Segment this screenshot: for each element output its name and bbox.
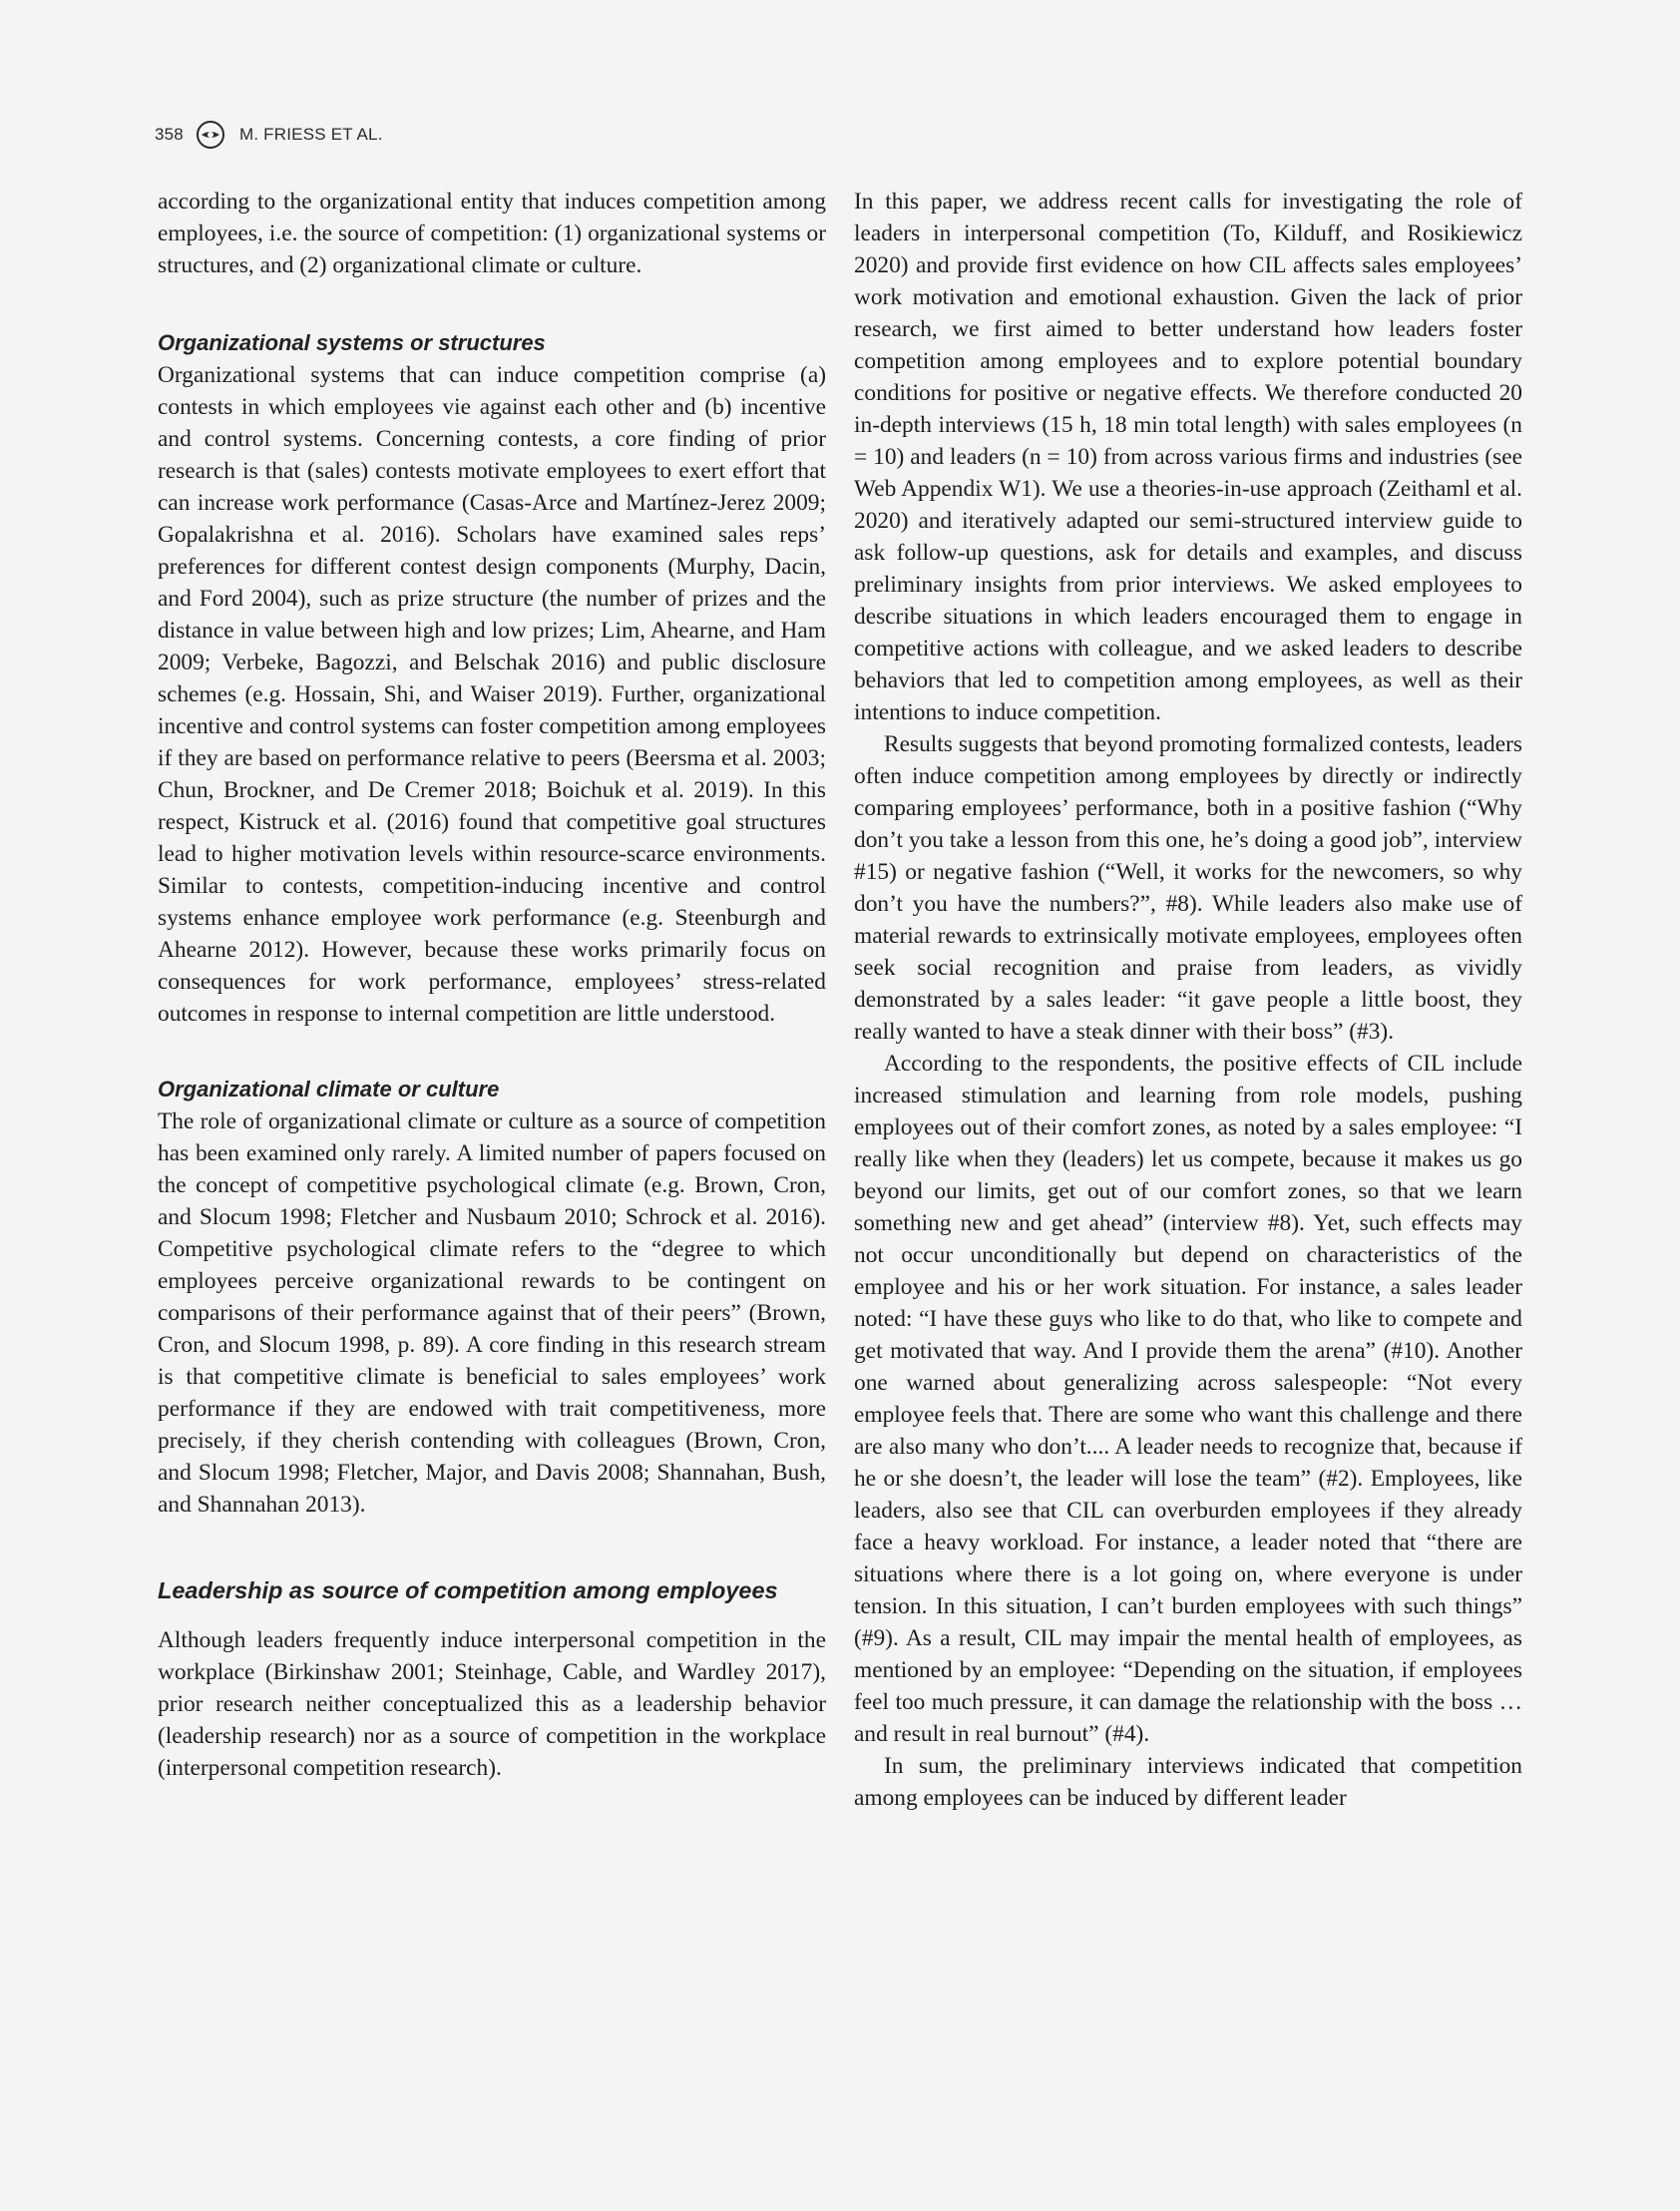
running-authors: M. FRIESS ET AL. bbox=[238, 125, 383, 144]
paragraph-leadership: Although leaders frequently induce interpersonal competition in the workplace (Birkinshaw 2001; Steinhage, Cable, and Wardley 2017), prior research neither conceptualized this as a leadership behavior (leadership research) nor as a source of competition in the workplace (interpersonal competition research). bbox=[158, 1627, 826, 1781]
publisher-logo-icon bbox=[196, 120, 225, 150]
paragraph-results: Results suggests that beyond promoting formalized contests, leaders often induce competition among employees by directly or indirectly comparing employees’ performance, both in a positive fashion (“Why don’t you take a lesson from this one, he’s doing a good job”, interview #15) or negative fashion (“Well, it works for the newcomers, so why don’t you have the numbers?”, #8). While leaders also make use of material rewards to extrinsically motivate employees, employees often seek social recognition and praise from leaders, as vividly demonstrated by a sales leader: “it gave people a little boost, they really wanted to have a steak dinner with their boss” (#3). bbox=[854, 731, 1522, 1045]
running-header bbox=[155, 118, 383, 152]
page-number: 358 bbox=[155, 125, 184, 144]
intro-paragraph: according to the organizational entity that induces competition among employees, i.e. the source of competition: (1) organizational systems or structures, and (2) organizational climate or culture. bbox=[158, 189, 826, 278]
paragraph-systems: Organizational systems that can induce competition comprise (a) contests in which employees vie against each other and (b) incentive and control systems. Concerning contests, a core finding of prior research is that (sales) contests motivate employees to exert effort that can increase work performance (Casas-Arce and Martínez-Jerez 2009; Gopalakrishna et al. 2016). Scholars have examined sales reps’ preferences for different contest design components (Murphy, Dacin, and Ford 2004), such as prize structure (the number of prizes and the distance in value between high and low prizes; Lim, Ahearne, and Ham 2009; Verbeke, Bagozzi, and Belschak 2016) and public disclosure schemes (e.g. Hossain, Shi, and Waiser 2019). Further, organizational incentive and control systems can foster competition among employees if they are based on performance relative to peers (Beersma et al. 2003; Chun, Brockner, and De Cremer 2018; Boichuk et al. 2019). In this respect, Kistruck et al. (2016) found that competitive goal structures lead to higher motivation levels within resource-scarce environments. Similar to contests, competition-inducing incentive and control systems enhance employee work performance (e.g. Steenburgh and Ahearne 2012). However, because these works primarily focus on consequences for work performance, employees’ stress-related outcomes in response to internal competition are little understood. bbox=[158, 362, 826, 1027]
paragraph-climate: The role of organizational climate or culture as a source of competition has been examined only rarely. A limited number of papers focused on the concept of competitive psychological climate (e.g. Brown, Cron, and Slocum 1998; Fletcher and Nusbaum 2010; Schrock et al. 2016). Competitive psychological climate refers to the “degree to which employees perceive organizational rewards to be contingent on comparisons of their performance against that of their peers” (Brown, Cron, and Slocum 1998, p. 89). A core finding in this research stream is that competitive climate is beneficial to sales employees’ work performance if they are endowed with trait competitiveness, more precisely, if they cherish contending with colleagues (Brown, Cron, and Slocum 1998; Fletcher, Major, and Davis 2008; Shannahan, Bush, and Shannahan 2013). bbox=[158, 1108, 826, 1518]
subsection-heading-systems: Organizational systems or structures bbox=[158, 330, 546, 355]
paragraph-effects: According to the respondents, the positive effects of CIL include increased stimulation and learning from role models, pushing employees out of their comfort zones, as noted by a sales employee: “I really like when they (leaders) let us compete, because it makes us go beyond our limits, get out of our comfort zones, so that we learn something new and get ahead” (interview #8). Yet, such effects may not occur unconditionally but depend on characteristics of the employee and his or her work situation. For instance, a sales leader noted: “I have these guys who like to do that, who like to compete and get motivated that way. And I provide them the arena” (#10). Another one warned about generalizing across salespeople: “Not every employee feels that. There are some who want this challenge and there are also many who don’t.... A leader needs to recognize that, because if he or she doesn’t, the leader will lose the team” (#2). Employees, like leaders, also see that CIL can overburden employees if they already face a heavy workload. For instance, a leader noted that “there are situations where there is a lot going on, where everyone is under tension. In this situation, I can’t burden employees with such things” (#9). As a result, CIL may impair the mental health of employees, as mentioned by an employee: “Depending on the situation, if employees feel too much pressure, it can damage the relationship with the boss … and result in real burnout” (#4). bbox=[854, 1051, 1522, 1747]
subsection-heading-climate: Organizational climate or culture bbox=[158, 1077, 500, 1102]
paragraph-summary: In sum, the preliminary interviews indicated that competition among employees can be induced by different leader bbox=[854, 1753, 1522, 1811]
paragraph-method: In this paper, we address recent calls for investigating the role of leaders in interpersonal competition (To, Kilduff, and Rosikiewicz 2020) and provide first evidence on how CIL affects sales employees’ work motivation and emotional exhaustion. Given the lack of prior research, we first aimed to better understand how leaders foster competition among employees and to explore potential boundary conditions for positive or negative effects. We therefore conducted 20 in-depth interviews (15 h, 18 min total length) with sales employees (n = 10) and leaders (n = 10) from across various firms and industries (see Web Appendix W1). We use a theories-in-use approach (Zeithaml et al. 2020) and iteratively adapted our semi-structured interview guide to ask follow-up questions, ask for details and examples, and discuss preliminary insights from prior interviews. We asked employees to describe situations in which leaders encouraged them to engage in competitive actions with colleague, and we asked leaders to describe behaviors that led to competition among employees, as well as their intentions to induce competition. bbox=[854, 189, 1522, 725]
right-column bbox=[854, 186, 1522, 1814]
left-column bbox=[158, 186, 826, 1784]
section-heading-leadership: Leadership as source of competition among employees bbox=[158, 1577, 778, 1603]
